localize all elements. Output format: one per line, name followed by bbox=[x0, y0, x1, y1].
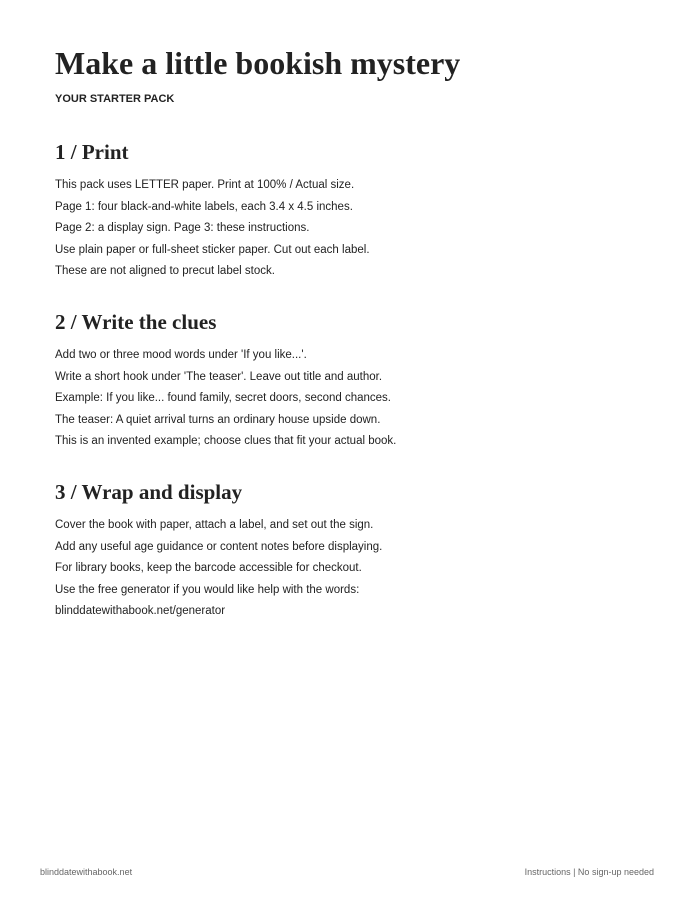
instruction-line: Page 1: four black-and-white labels, each 3.4 x 4.5 inches. bbox=[55, 200, 353, 213]
page-title: Make a little bookish mystery bbox=[55, 45, 461, 81]
instruction-list bbox=[55, 345, 655, 453]
footer-site-name: blinddatewithabook.net bbox=[40, 867, 133, 877]
instruction-line: Cover the book with paper, attach a label, and set out the sign. bbox=[55, 519, 374, 531]
instruction-line: Add two or three mood words under 'If you like...'. bbox=[55, 349, 307, 361]
section-heading: 3 / Wrap and display bbox=[55, 480, 243, 504]
instruction-line: Example: If you like... found family, secret doors, second chances. bbox=[55, 392, 392, 405]
instruction-line: This is an invented example; choose clues that fit your actual book. bbox=[55, 435, 397, 448]
instruction-line: Use plain paper or full-sheet sticker paper. Cut out each label. bbox=[55, 243, 370, 256]
footer-page-note: Instructions | No sign-up needed bbox=[524, 867, 654, 877]
section-heading: 1 / Print bbox=[55, 140, 129, 164]
instruction-line: Use the free generator if you would like help with the words: bbox=[55, 583, 360, 596]
instruction-list bbox=[55, 175, 655, 283]
generator-url: blinddatewithabook.net/generator bbox=[55, 605, 226, 618]
instruction-line: Page 2: a display sign. Page 3: these instructions. bbox=[55, 222, 310, 235]
page-subtitle: YOUR STARTER PACK bbox=[55, 93, 175, 105]
section-heading: 2 / Write the clues bbox=[55, 310, 217, 334]
section-write-clues bbox=[55, 309, 655, 453]
instruction-list bbox=[55, 515, 655, 623]
instruction-line: Write a short hook under 'The teaser'. Leave out title and author. bbox=[55, 370, 383, 383]
instruction-line: This pack uses LETTER paper. Print at 100% / Actual size. bbox=[55, 179, 355, 191]
section-print bbox=[55, 139, 655, 283]
instruction-line: The teaser: A quiet arrival turns an ordinary house upside down. bbox=[55, 413, 381, 426]
section-wrap-display bbox=[55, 479, 655, 623]
instruction-line: These are not aligned to precut label stock. bbox=[55, 265, 275, 278]
instruction-line: Add any useful age guidance or content notes before displaying. bbox=[55, 540, 383, 553]
instruction-line: For library books, keep the barcode accessible for checkout. bbox=[55, 562, 362, 575]
